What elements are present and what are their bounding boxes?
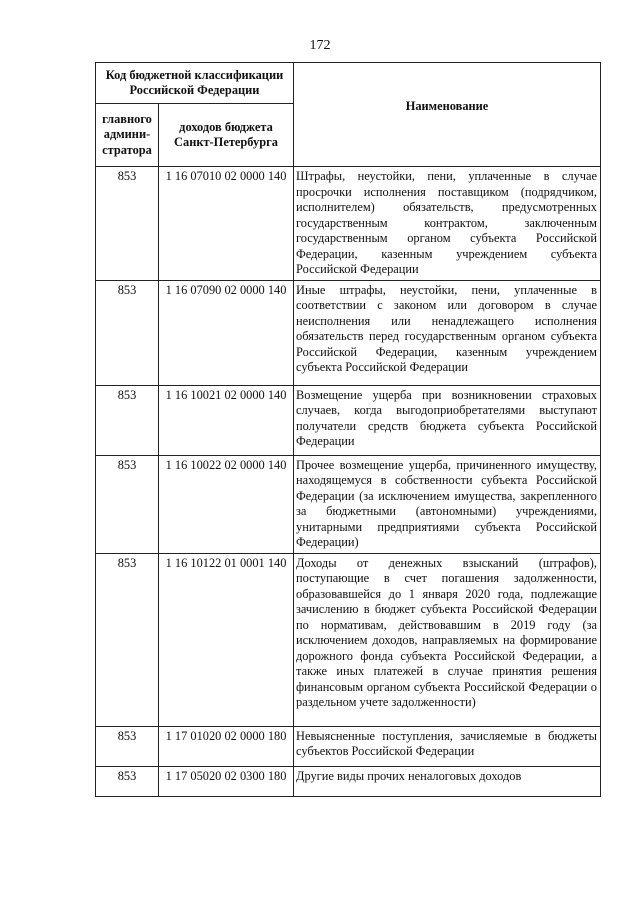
- admin-code-cell: 853: [96, 280, 159, 385]
- header-budget-code-group: Код бюджетной классификации Российской Федерации: [96, 63, 294, 104]
- page-number: 172: [309, 38, 331, 53]
- revenue-code-cell: 1 16 10122 01 0001 140: [159, 553, 294, 726]
- name-cell: Другие виды прочих неналоговых доходов: [294, 766, 601, 796]
- revenue-code-cell: 1 16 07090 02 0000 140: [159, 280, 294, 385]
- admin-code-cell: 853: [96, 455, 159, 553]
- table-row: [96, 553, 601, 726]
- admin-code-cell: 853: [96, 385, 159, 455]
- admin-code-cell: 853: [96, 726, 159, 766]
- admin-code-cell: 853: [96, 167, 159, 281]
- admin-code-cell: 853: [96, 553, 159, 726]
- table-row: [96, 385, 601, 455]
- revenue-code-cell: 1 16 10021 02 0000 140: [159, 385, 294, 455]
- revenue-code-cell: 1 17 01020 02 0000 180: [159, 726, 294, 766]
- budget-classification-table: [95, 62, 601, 797]
- revenue-code-cell: 1 16 10022 02 0000 140: [159, 455, 294, 553]
- table-header-row: [96, 63, 601, 104]
- name-cell: Возмещение ущерба при возникновении страховых случаев, когда выгодоприобретателями выступают получатели средств бюджета субъекта Российской Федерации: [294, 385, 601, 455]
- header-revenue-code: доходов бюджета Санкт-Петербурга: [159, 104, 294, 167]
- table-row: [96, 167, 601, 281]
- revenue-code-cell: 1 17 05020 02 0300 180: [159, 766, 294, 796]
- revenue-code-cell: 1 16 07010 02 0000 140: [159, 167, 294, 281]
- header-name: Наименование: [294, 63, 601, 167]
- table-row: [96, 726, 601, 766]
- name-cell: Прочее возмещение ущерба, причиненного имуществу, находящемуся в собственности субъекта Российской Федерации (за исключением имущества, закрепленного за бюджетными (автономными) учреждениями, унитарными предприятиями субъекта Российской Федерации): [294, 455, 601, 553]
- name-cell: Невыясненные поступления, зачисляемые в бюджеты субъектов Российской Федерации: [294, 726, 601, 766]
- header-main-administrator: главного админи-стратора: [96, 104, 159, 167]
- name-cell: Штрафы, неустойки, пени, уплаченные в случае просрочки исполнения поставщиком (подрядчиком, исполнителем) обязательств, предусмотренных государственным контрактом, заключенным государственным органом субъекта Российской Федерации, казенным учреждением субъекта Российской Федерации: [294, 167, 601, 281]
- name-cell: Доходы от денежных взысканий (штрафов), поступающие в счет погашения задолженности, образовавшейся до 1 января 2020 года, подлежащие зачислению в бюджет субъекта Российской Федерации по нормативам, действовавшим в 2019 году (за исключением доходов, направляемых на формирование дорожного фонда субъекта Российской Федерации, а также иных платежей в случае принятия решения финансовым органом субъекта Российской Федерации о раздельном учете задолженности): [294, 553, 601, 726]
- table-row: [96, 766, 601, 796]
- table-row: [96, 280, 601, 385]
- table-row: [96, 455, 601, 553]
- admin-code-cell: 853: [96, 766, 159, 796]
- name-cell: Иные штрафы, неустойки, пени, уплаченные в соответствии с законом или договором в случае неисполнения или ненадлежащего исполнения обязательств перед государственным органом субъекта Российской Федерации, казенным учреждением субъекта Российской Федерации: [294, 280, 601, 385]
